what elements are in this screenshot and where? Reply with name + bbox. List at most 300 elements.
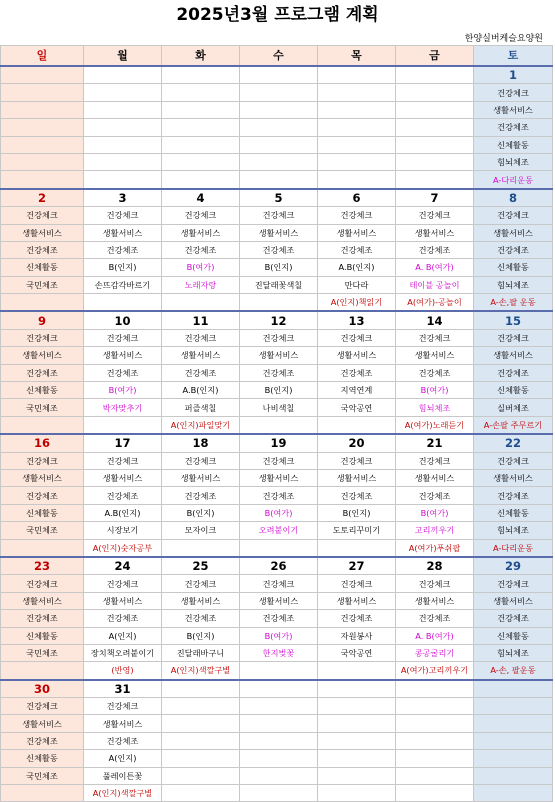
activity-cell (162, 767, 240, 784)
activity-cell (84, 101, 162, 118)
date-cell: 1 (474, 66, 553, 84)
weekday-header: 목 (318, 46, 396, 67)
activity-cell: 자원봉사 (318, 627, 396, 644)
activity-cell (318, 785, 396, 802)
activity-cell: 건강체조 (318, 241, 396, 258)
activity-cell (162, 294, 240, 312)
activity-cell: 모자이크 (162, 522, 240, 539)
activity-cell: B(여가) (396, 382, 474, 399)
activity-cell: 건강체조 (240, 364, 318, 381)
activity-cell: 건강체조 (474, 487, 553, 504)
activity-cell: 퍼즐색칠 (162, 399, 240, 416)
activity-cell (162, 136, 240, 153)
date-cell: 8 (474, 189, 553, 207)
date-cell: 20 (318, 434, 396, 452)
date-cell: 6 (318, 189, 396, 207)
date-cell (240, 680, 318, 698)
activity-cell: 생활서비스 (396, 224, 474, 241)
activity-cell (84, 294, 162, 312)
date-cell: 26 (240, 557, 318, 575)
activity-cell: 건강체크 (396, 452, 474, 469)
date-cell: 21 (396, 434, 474, 452)
activity-cell: 건강체조 (1, 364, 84, 381)
activity-cell: 건강체크 (162, 575, 240, 592)
activity-cell: 건강체크 (162, 452, 240, 469)
activity-cell: A(인지)색깔구별 (84, 785, 162, 802)
activity-cell: B(여가) (240, 627, 318, 644)
page-title: 2025년3월 프로그램 계획 (176, 5, 379, 25)
activity-cell: 건강체조 (240, 487, 318, 504)
activity-cell: 신체활동 (1, 750, 84, 767)
activity-cell: 건강체조 (396, 610, 474, 627)
activity-cell: 힘뇌체조 (474, 644, 553, 661)
activity-cell (240, 416, 318, 434)
activity-cell (162, 539, 240, 557)
activity-cell: A-손, 팔운동 (474, 662, 553, 680)
date-cell: 16 (1, 434, 84, 452)
activity-cell (1, 785, 84, 802)
date-cell: 28 (396, 557, 474, 575)
date-cell: 9 (1, 311, 84, 329)
activity-cell: 생활서비스 (162, 592, 240, 609)
date-cell: 30 (1, 680, 84, 698)
activity-cell: 건강체조 (162, 610, 240, 627)
activity-cell: 국민체조 (1, 276, 84, 293)
date-cell: 7 (396, 189, 474, 207)
activity-cell (396, 715, 474, 732)
activity-cell: A(인지)책읽기 (318, 294, 396, 312)
weekday-header: 금 (396, 46, 474, 67)
activity-cell: 건강체크 (318, 329, 396, 346)
activity-cell: A.B(인지) (318, 259, 396, 276)
weekday-header: 일 (1, 46, 84, 67)
organization-name: 한양실버케슬요양원 (464, 34, 543, 44)
date-cell: 22 (474, 434, 553, 452)
activity-cell (84, 153, 162, 170)
activity-cell (240, 750, 318, 767)
activity-cell: 건강체조 (1, 241, 84, 258)
activity-cell (396, 750, 474, 767)
activity-cell (474, 785, 553, 802)
activity-cell: 건강체크 (396, 575, 474, 592)
activity-cell: 건강체조 (1, 732, 84, 749)
weekday-header: 토 (474, 46, 553, 67)
activity-cell: 한지벚꽃 (240, 644, 318, 661)
activity-cell: B(인지) (162, 504, 240, 521)
weekday-header: 화 (162, 46, 240, 67)
activity-cell: 건강체조 (84, 241, 162, 258)
activity-cell: 장치책오려붙이기 (84, 644, 162, 661)
activity-cell: 국민체조 (1, 644, 84, 661)
activity-cell (318, 732, 396, 749)
activity-cell: 건강체크 (84, 452, 162, 469)
date-cell: 14 (396, 311, 474, 329)
activity-cell: 국민체조 (1, 767, 84, 784)
activity-cell: 건강체조 (318, 364, 396, 381)
activity-cell (318, 715, 396, 732)
activity-cell: A-다리운동 (474, 171, 553, 189)
activity-cell (318, 698, 396, 715)
activity-cell: 건강체크 (84, 698, 162, 715)
activity-cell (474, 715, 553, 732)
activity-cell: 생활서비스 (240, 347, 318, 364)
activity-cell: 생활서비스 (1, 224, 84, 241)
activity-cell: A(여가)-공놀이 (396, 294, 474, 312)
activity-cell: 건강체조 (318, 487, 396, 504)
date-cell: 11 (162, 311, 240, 329)
activity-cell: 건강체크 (396, 207, 474, 224)
activity-cell: 건강체크 (1, 329, 84, 346)
activity-cell: 생활서비스 (162, 347, 240, 364)
activity-cell (474, 750, 553, 767)
activity-cell: 건강체조 (84, 487, 162, 504)
activity-cell: 건강체조 (240, 610, 318, 627)
activity-cell: 국민체조 (1, 522, 84, 539)
activity-cell (84, 136, 162, 153)
date-cell: 27 (318, 557, 396, 575)
activity-cell (1, 662, 84, 680)
activity-cell (240, 136, 318, 153)
activity-cell: 건강체조 (84, 364, 162, 381)
activity-cell: 건강체조 (474, 610, 553, 627)
date-cell: 13 (318, 311, 396, 329)
activity-cell (396, 171, 474, 189)
activity-cell (1, 119, 84, 136)
activity-cell: 생활서비스 (474, 592, 553, 609)
activity-cell (396, 732, 474, 749)
activity-cell: 생활서비스 (474, 469, 553, 486)
activity-cell (1, 101, 84, 118)
activity-cell: B(인지) (240, 382, 318, 399)
activity-cell: 진달래꽃색칠 (240, 276, 318, 293)
activity-cell: A(인지) (84, 750, 162, 767)
activity-cell: 생활서비스 (318, 469, 396, 486)
activity-cell (162, 171, 240, 189)
date-cell (1, 66, 84, 84)
activity-cell: 건강체조 (162, 487, 240, 504)
activity-cell: 생활서비스 (396, 469, 474, 486)
activity-cell: 생활서비스 (162, 224, 240, 241)
activity-cell (1, 153, 84, 170)
activity-cell: 건강체조 (1, 487, 84, 504)
activity-cell (162, 785, 240, 802)
activity-cell: 건강체크 (162, 329, 240, 346)
activity-cell: 건강체크 (1, 207, 84, 224)
activity-cell: 생활서비스 (240, 469, 318, 486)
activity-cell: 건강체조 (162, 364, 240, 381)
activity-cell: 건강체크 (84, 207, 162, 224)
activity-cell (240, 153, 318, 170)
activity-cell: 힘뇌체조 (474, 276, 553, 293)
activity-cell: 건강체조 (396, 241, 474, 258)
activity-cell: 생활서비스 (474, 101, 553, 118)
activity-cell (396, 101, 474, 118)
activity-cell: 고리끼우기 (396, 522, 474, 539)
activity-cell: A(인지)색깔구별 (162, 662, 240, 680)
activity-cell: 생활서비스 (162, 469, 240, 486)
activity-cell (162, 101, 240, 118)
activity-cell: 신체활동 (474, 382, 553, 399)
activity-cell: 건강체크 (1, 452, 84, 469)
activity-cell: 건강체크 (474, 329, 553, 346)
date-cell (162, 680, 240, 698)
activity-cell: 건강체조 (396, 487, 474, 504)
activity-cell: 건강체크 (396, 329, 474, 346)
activity-cell: 생활서비스 (396, 592, 474, 609)
date-cell: 5 (240, 189, 318, 207)
activity-cell (240, 715, 318, 732)
activity-cell: 신체활동 (1, 259, 84, 276)
activity-cell: 건강체크 (162, 207, 240, 224)
activity-cell (474, 732, 553, 749)
activity-cell: 신체활동 (1, 382, 84, 399)
activity-cell: 건강체크 (474, 452, 553, 469)
date-cell (396, 680, 474, 698)
activity-cell: 박자맞추기 (84, 399, 162, 416)
activity-cell (318, 750, 396, 767)
activity-cell (396, 119, 474, 136)
activity-cell (1, 539, 84, 557)
activity-cell: 건강체조 (1, 610, 84, 627)
activity-cell (240, 101, 318, 118)
activity-cell: 건강체크 (474, 84, 553, 101)
activity-cell: 생활서비스 (318, 347, 396, 364)
activity-cell: 만다라 (318, 276, 396, 293)
activity-cell: 생활서비스 (318, 224, 396, 241)
activity-cell (396, 767, 474, 784)
activity-cell: 시장보기 (84, 522, 162, 539)
activity-cell (318, 153, 396, 170)
activity-cell: 지역연계 (318, 382, 396, 399)
activity-cell: 신체활동 (1, 504, 84, 521)
date-cell: 31 (84, 680, 162, 698)
activity-cell (396, 153, 474, 170)
activity-cell (1, 136, 84, 153)
activity-cell: 생활서비스 (84, 715, 162, 732)
date-cell (240, 66, 318, 84)
activity-cell (1, 171, 84, 189)
activity-cell: 신체활동 (474, 259, 553, 276)
activity-cell (84, 416, 162, 434)
program-calendar (0, 45, 553, 802)
activity-cell: 생활서비스 (1, 469, 84, 486)
activity-cell: A(인지)숫자공부 (84, 539, 162, 557)
activity-cell: 건강체조 (396, 364, 474, 381)
activity-cell: 노래자랑 (162, 276, 240, 293)
activity-cell (396, 785, 474, 802)
date-cell: 24 (84, 557, 162, 575)
activity-cell (162, 119, 240, 136)
activity-cell (396, 84, 474, 101)
activity-cell (162, 732, 240, 749)
activity-cell: 나비색칠 (240, 399, 318, 416)
activity-cell: 건강체조 (240, 241, 318, 258)
activity-cell: 생활서비스 (240, 592, 318, 609)
activity-cell: B(인지) (162, 627, 240, 644)
date-cell: 18 (162, 434, 240, 452)
activity-cell (240, 294, 318, 312)
activity-cell: 건강체조 (318, 610, 396, 627)
date-cell: 23 (1, 557, 84, 575)
activity-cell: 건강체크 (84, 329, 162, 346)
activity-cell: 생활서비스 (84, 469, 162, 486)
activity-cell: 건강체조 (84, 610, 162, 627)
activity-cell: A(여가)노래듣기 (396, 416, 474, 434)
activity-cell: A.B(인지) (162, 382, 240, 399)
activity-cell: 생활서비스 (1, 592, 84, 609)
activity-cell: 건강체조 (474, 241, 553, 258)
activity-cell: 생활서비스 (240, 224, 318, 241)
weekday-header: 월 (84, 46, 162, 67)
date-cell: 12 (240, 311, 318, 329)
date-cell: 25 (162, 557, 240, 575)
activity-cell: 테이블 공놀이 (396, 276, 474, 293)
activity-cell: 국민체조 (1, 399, 84, 416)
activity-cell: 생활서비스 (84, 224, 162, 241)
activity-cell (318, 662, 396, 680)
activity-cell: 건강체크 (318, 575, 396, 592)
activity-cell: A(인지) (84, 627, 162, 644)
activity-cell (240, 767, 318, 784)
activity-cell: A(인지)파일맞기 (162, 416, 240, 434)
activity-cell: 힘뇌체조 (396, 399, 474, 416)
activity-cell: A. B(여가) (396, 627, 474, 644)
activity-cell (474, 698, 553, 715)
activity-cell: 신체활동 (474, 627, 553, 644)
activity-cell: 건강체크 (318, 207, 396, 224)
activity-cell: A-다리운동 (474, 539, 553, 557)
date-cell (162, 66, 240, 84)
activity-cell: 생활서비스 (474, 347, 553, 364)
date-cell: 2 (1, 189, 84, 207)
activity-cell: 힘뇌체조 (474, 522, 553, 539)
activity-cell (318, 539, 396, 557)
activity-cell: 국악공연 (318, 644, 396, 661)
activity-cell: A.B(인지) (84, 504, 162, 521)
activity-cell: 건강체크 (474, 575, 553, 592)
activity-cell (162, 153, 240, 170)
activity-cell: A-손팔 주무르기 (474, 416, 553, 434)
activity-cell: 건강체조 (474, 119, 553, 136)
date-cell: 17 (84, 434, 162, 452)
activity-cell (1, 416, 84, 434)
activity-cell: 생활서비스 (84, 347, 162, 364)
activity-cell (240, 84, 318, 101)
date-cell (84, 66, 162, 84)
activity-cell (84, 119, 162, 136)
date-cell: 10 (84, 311, 162, 329)
date-cell: 3 (84, 189, 162, 207)
activity-cell: 국악공연 (318, 399, 396, 416)
date-cell (474, 680, 553, 698)
activity-cell: 손뜨감각바르기 (84, 276, 162, 293)
activity-cell: B(인지) (318, 504, 396, 521)
activity-cell (318, 416, 396, 434)
activity-cell (318, 101, 396, 118)
activity-cell: 생활서비스 (1, 715, 84, 732)
activity-cell: 건강체크 (240, 452, 318, 469)
activity-cell: B(여가) (84, 382, 162, 399)
activity-cell (240, 662, 318, 680)
activity-cell: 건강체크 (1, 575, 84, 592)
activity-cell: 신체활동 (1, 627, 84, 644)
activity-cell: 생활서비스 (84, 592, 162, 609)
activity-cell (318, 119, 396, 136)
date-cell: 4 (162, 189, 240, 207)
activity-cell (318, 136, 396, 153)
activity-cell: 건강체조 (474, 364, 553, 381)
activity-cell: B(여가) (396, 504, 474, 521)
activity-cell (318, 171, 396, 189)
activity-cell (396, 698, 474, 715)
activity-cell: B(여가) (240, 504, 318, 521)
activity-cell: 생활서비스 (474, 224, 553, 241)
activity-cell (84, 171, 162, 189)
activity-cell: 건강체조 (84, 732, 162, 749)
activity-cell: A(여가)고리끼우기 (396, 662, 474, 680)
activity-cell: 건강체크 (240, 329, 318, 346)
date-cell: 19 (240, 434, 318, 452)
date-cell (396, 66, 474, 84)
activity-cell: 풀레이튼꽃 (84, 767, 162, 784)
activity-cell (162, 698, 240, 715)
activity-cell (162, 84, 240, 101)
activity-cell (318, 84, 396, 101)
activity-cell (240, 732, 318, 749)
activity-cell (318, 767, 396, 784)
activity-cell (240, 539, 318, 557)
activity-cell: 신체활동 (474, 504, 553, 521)
activity-cell (162, 715, 240, 732)
activity-cell: 콩공굴리기 (396, 644, 474, 661)
activity-cell: 신체활동 (474, 136, 553, 153)
activity-cell: 생활서비스 (318, 592, 396, 609)
date-cell: 29 (474, 557, 553, 575)
activity-cell: A(여가)푸쉬팝 (396, 539, 474, 557)
activity-cell: 생활서비스 (1, 347, 84, 364)
activity-cell: 건강체조 (162, 241, 240, 258)
activity-cell (396, 136, 474, 153)
date-cell: 15 (474, 311, 553, 329)
activity-cell (1, 84, 84, 101)
activity-cell: 오려붙이기 (240, 522, 318, 539)
activity-cell (240, 171, 318, 189)
activity-cell: B(인지) (84, 259, 162, 276)
activity-cell: 건강체크 (1, 698, 84, 715)
activity-cell (162, 750, 240, 767)
date-cell (318, 680, 396, 698)
activity-cell: B(인지) (240, 259, 318, 276)
activity-cell: B(여가) (162, 259, 240, 276)
activity-cell: 건강체크 (84, 575, 162, 592)
activity-cell: 건강체크 (318, 452, 396, 469)
activity-cell: 건강체크 (240, 575, 318, 592)
activity-cell (240, 698, 318, 715)
activity-cell: 힘뇌체조 (474, 153, 553, 170)
activity-cell: 건강체크 (240, 207, 318, 224)
activity-cell (240, 785, 318, 802)
activity-cell: A. B(여가) (396, 259, 474, 276)
activity-cell (84, 84, 162, 101)
activity-cell: 생활서비스 (396, 347, 474, 364)
activity-cell (1, 294, 84, 312)
activity-cell: 진달래바구니 (162, 644, 240, 661)
activity-cell: 실버체조 (474, 399, 553, 416)
date-cell (318, 66, 396, 84)
activity-cell: A-손,팔 운동 (474, 294, 553, 312)
activity-cell (474, 767, 553, 784)
activity-cell (240, 119, 318, 136)
